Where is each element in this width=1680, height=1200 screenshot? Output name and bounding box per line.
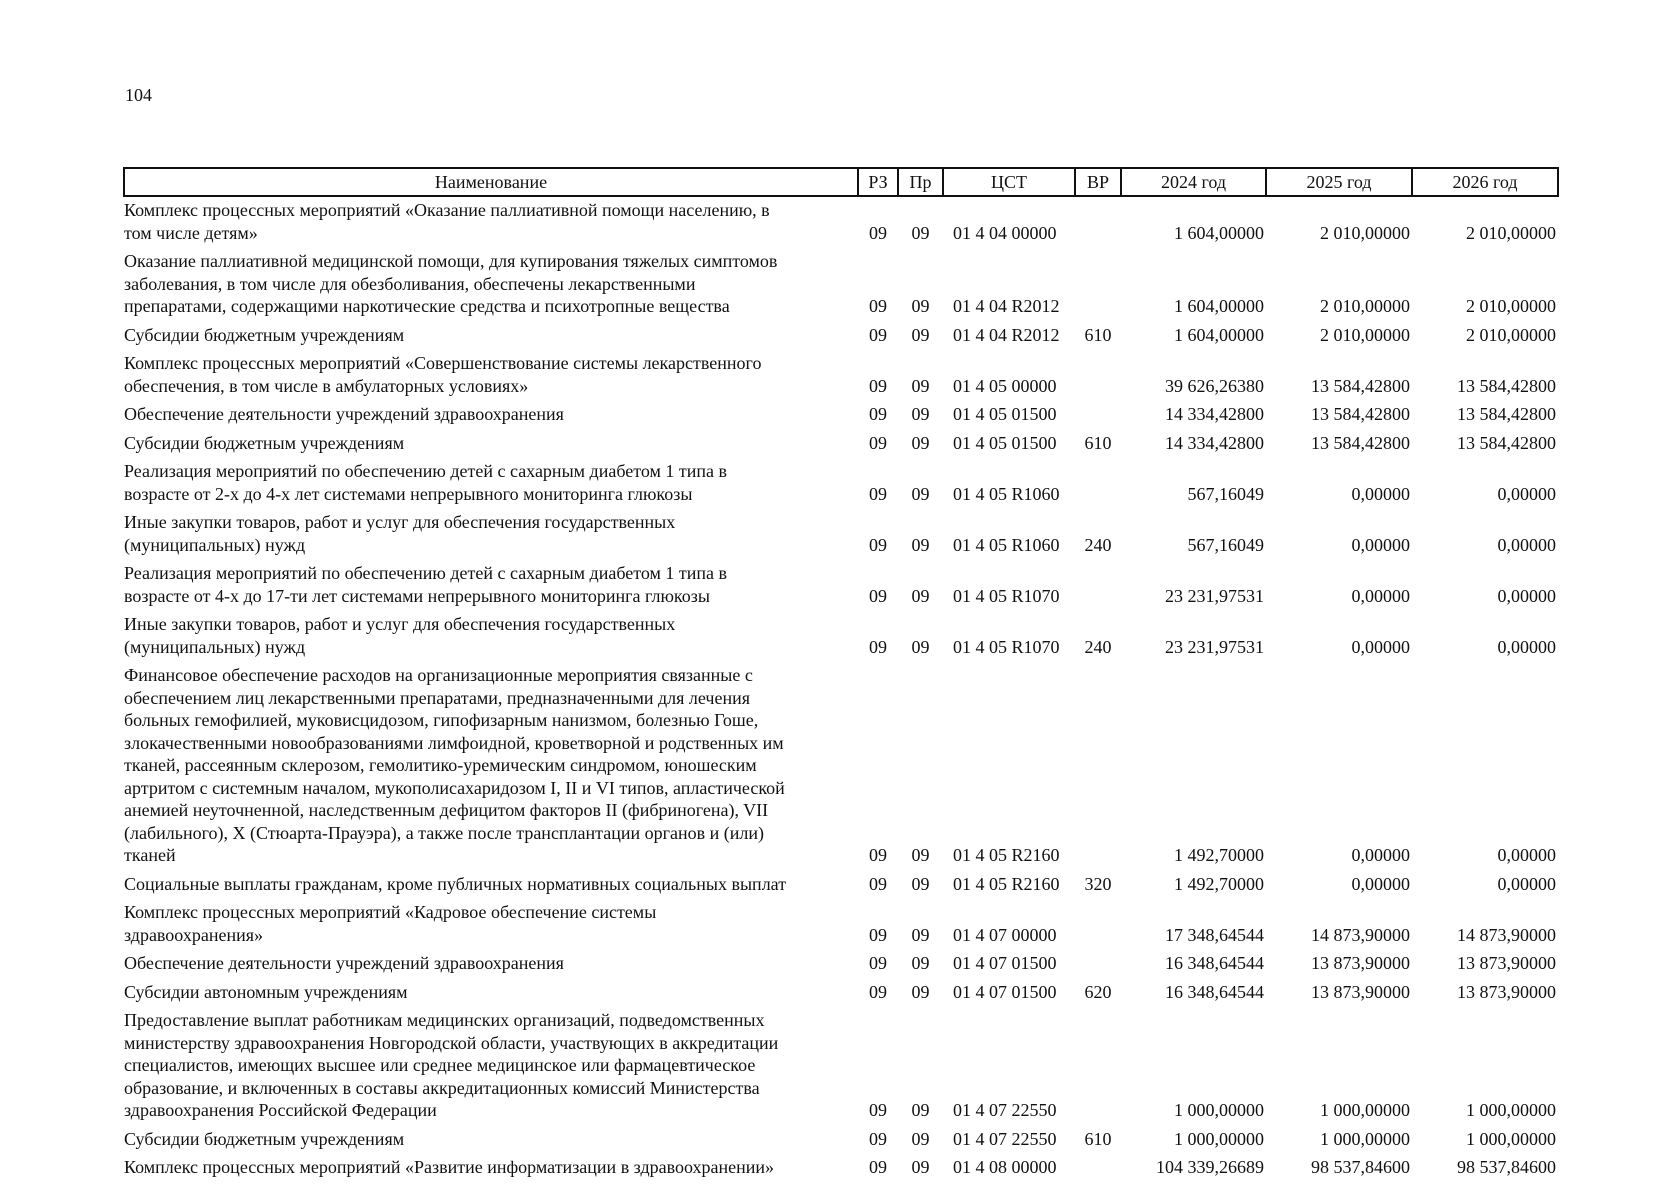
row-amount-2024: 567,16049 bbox=[1187, 534, 1264, 555]
row-name-line: Комплекс процессных мероприятий «Кадровое обеспечение системы bbox=[124, 902, 657, 922]
row-amount-2025: 2 010,00000 bbox=[1320, 296, 1410, 316]
table-row bbox=[124, 430, 1558, 459]
row-rz: 09 bbox=[869, 222, 887, 243]
row-name-line: анемией неуточненной, наследственным дефицитом факторов II (фибриногена), VII bbox=[124, 800, 769, 820]
row-vr bbox=[1075, 560, 1121, 611]
row-name bbox=[124, 979, 858, 1008]
row-name-line: препаратами, содержащими наркотические средства и психотропные вещества bbox=[124, 296, 730, 316]
row-amount-2026: 2 010,00000 bbox=[1466, 222, 1556, 243]
row-name-line: Реализация мероприятий по обеспечению детей с сахарным диабетом 1 типа в bbox=[124, 461, 728, 481]
row-amount-2024: 1 604,00000 bbox=[1174, 222, 1264, 243]
row-vr bbox=[1075, 1154, 1121, 1183]
row-pr: 09 bbox=[911, 873, 930, 894]
row-amount-2024: 1 000,00000 bbox=[1174, 1128, 1264, 1149]
row-name-line: Предоставление выплат работникам медицинских организаций, подведомственных bbox=[124, 1010, 765, 1030]
table-row bbox=[124, 1154, 1558, 1183]
row-amount-2026: 98 537,84600 bbox=[1457, 1157, 1556, 1177]
row-amount-2025: 14 873,90000 bbox=[1311, 924, 1410, 945]
row-name bbox=[124, 1126, 858, 1155]
row-pr: 09 bbox=[911, 1128, 930, 1149]
row-name-line: образование, и включенных в составы аккредитационных комиссий Министерства bbox=[124, 1077, 760, 1098]
row-pr: 09 bbox=[911, 585, 930, 606]
row-amount-2025: 0,00000 bbox=[1351, 873, 1410, 894]
row-name-line: специалистов, имеющих высшее или среднее медицинское или фармацевтическое bbox=[124, 1055, 756, 1075]
row-vr: 320 bbox=[1084, 873, 1112, 894]
row-cst: 01 4 05 R1070 bbox=[953, 585, 1060, 606]
row-amount-2024: 14 334,42800 bbox=[1165, 404, 1264, 424]
row-amount-2024: 1 492,70000 bbox=[1174, 845, 1264, 865]
row-cst: 01 4 07 01500 bbox=[953, 981, 1057, 1002]
row-pr: 09 bbox=[911, 222, 930, 243]
table-row bbox=[124, 458, 1558, 509]
row-amount-2024: 14 334,42800 bbox=[1165, 432, 1264, 453]
row-amount-2026: 1 000,00000 bbox=[1466, 1100, 1556, 1120]
row-name-line: возрасте от 4-х до 17-ти лет системами непрерывного мониторинга глюкозы bbox=[124, 585, 710, 606]
row-amount-2025: 0,00000 bbox=[1351, 585, 1410, 606]
row-cst: 01 4 05 R2160 bbox=[953, 873, 1060, 894]
row-vr: 620 bbox=[1084, 981, 1112, 1002]
row-rz: 09 bbox=[869, 534, 887, 555]
row-pr: 09 bbox=[911, 845, 930, 865]
row-vr: 240 bbox=[1084, 534, 1112, 555]
row-amount-2025: 0,00000 bbox=[1351, 483, 1410, 504]
row-amount-2025: 13 584,42800 bbox=[1311, 375, 1410, 396]
row-amount-2025: 13 584,42800 bbox=[1311, 404, 1410, 424]
row-name-line: заболевания, в том числе для обезболивания, обеспечены лекарственными bbox=[124, 273, 696, 294]
row-amount-2024: 104 339,26689 bbox=[1156, 1157, 1264, 1177]
table-row bbox=[124, 871, 1558, 900]
row-name-line: артритом с системным началом, мукополисахаридозом I, II и VI типов, апластической bbox=[124, 777, 785, 798]
row-cst: 01 4 04 R2012 bbox=[953, 296, 1060, 316]
row-amount-2025: 0,00000 bbox=[1351, 845, 1410, 865]
row-name-line: больных гемофилией, муковисцидозом, гипофизарным нанизмом, болезнью Гоше, bbox=[124, 710, 759, 730]
row-vr bbox=[1075, 196, 1121, 248]
row-pr: 09 bbox=[911, 534, 930, 555]
row-name bbox=[124, 509, 858, 560]
row-name bbox=[124, 430, 858, 459]
row-cst: 01 4 05 R1060 bbox=[953, 483, 1060, 504]
row-name-line: (муниципальных) нужд bbox=[124, 636, 306, 657]
row-rz: 09 bbox=[869, 432, 887, 453]
row-pr: 09 bbox=[911, 375, 930, 396]
row-vr bbox=[1075, 248, 1121, 322]
row-name-line: здравоохранения» bbox=[124, 924, 264, 945]
row-vr bbox=[1075, 899, 1121, 950]
row-amount-2025: 2 010,00000 bbox=[1320, 222, 1410, 243]
row-name-line: Комплекс процессных мероприятий «Оказание паллиативной помощи населению, в bbox=[124, 200, 770, 220]
row-name bbox=[124, 871, 858, 900]
table-header bbox=[124, 168, 1558, 196]
row-amount-2025: 13 584,42800 bbox=[1311, 432, 1410, 453]
row-name bbox=[124, 1007, 858, 1126]
row-cst: 01 4 07 22550 bbox=[953, 1128, 1057, 1149]
row-vr bbox=[1075, 1007, 1121, 1126]
row-rz: 09 bbox=[869, 636, 887, 657]
row-pr: 09 bbox=[911, 953, 930, 973]
row-cst: 01 4 07 22550 bbox=[953, 1100, 1057, 1120]
row-amount-2026: 13 873,90000 bbox=[1457, 953, 1556, 973]
table-row bbox=[124, 1126, 1558, 1155]
row-amount-2024: 1 604,00000 bbox=[1174, 324, 1264, 345]
row-amount-2026: 13 584,42800 bbox=[1457, 375, 1556, 396]
row-name-line: тканей, рассеянным склерозом, гемолитико-уремическим синдромом, юношеским bbox=[124, 755, 757, 775]
row-name-line: Субсидии бюджетным учреждениям bbox=[124, 432, 405, 453]
row-name bbox=[124, 401, 858, 430]
row-cst: 01 4 05 R2160 bbox=[953, 845, 1060, 865]
row-pr: 09 bbox=[911, 483, 930, 504]
row-amount-2024: 39 626,26380 bbox=[1165, 375, 1264, 396]
row-name-line: (лабильного), X (Стюарта-Прауэра), а также после трансплантации органов и (или) bbox=[124, 822, 765, 843]
row-name-line: тканей bbox=[124, 845, 176, 865]
row-rz: 09 bbox=[869, 845, 887, 865]
budget-table bbox=[123, 167, 1559, 1183]
row-amount-2025: 0,00000 bbox=[1351, 534, 1410, 555]
table-body bbox=[124, 196, 1558, 1183]
header-cst: ЦСТ bbox=[943, 168, 1075, 196]
row-pr: 09 bbox=[911, 636, 930, 657]
row-name-line: том числе детям» bbox=[124, 222, 258, 243]
row-amount-2026: 2 010,00000 bbox=[1466, 296, 1556, 316]
row-name bbox=[124, 1154, 858, 1183]
row-vr bbox=[1075, 458, 1121, 509]
row-rz: 09 bbox=[869, 953, 887, 973]
row-name-line: Субсидии автономным учреждениям bbox=[124, 981, 408, 1002]
row-amount-2025: 1 000,00000 bbox=[1320, 1128, 1410, 1149]
row-amount-2025: 1 000,00000 bbox=[1320, 1100, 1410, 1120]
row-pr: 09 bbox=[911, 404, 930, 424]
row-name bbox=[124, 248, 858, 322]
row-name bbox=[124, 950, 858, 979]
table-row bbox=[124, 950, 1558, 979]
row-amount-2025: 13 873,90000 bbox=[1311, 953, 1410, 973]
row-name-line: Иные закупки товаров, работ и услуг для обеспечения государственных bbox=[124, 512, 676, 532]
row-amount-2024: 23 231,97531 bbox=[1165, 636, 1264, 657]
table-row bbox=[124, 1007, 1558, 1126]
row-cst: 01 4 05 01500 bbox=[953, 404, 1057, 424]
table-row bbox=[124, 248, 1558, 322]
header-rz: РЗ bbox=[858, 168, 898, 196]
row-pr: 09 bbox=[911, 296, 930, 316]
row-amount-2026: 0,00000 bbox=[1497, 534, 1556, 555]
row-name-line: Субсидии бюджетным учреждениям bbox=[124, 324, 405, 345]
row-cst: 01 4 04 00000 bbox=[953, 222, 1057, 243]
row-amount-2024: 1 000,00000 bbox=[1174, 1100, 1264, 1120]
table-row bbox=[124, 899, 1558, 950]
row-rz: 09 bbox=[869, 924, 887, 945]
header-name: Наименование bbox=[124, 168, 858, 196]
row-name-line: возрасте от 2-х до 4-х лет системами непрерывного мониторинга глюкозы bbox=[124, 483, 693, 504]
table-row bbox=[124, 662, 1558, 871]
row-vr: 610 bbox=[1084, 1128, 1112, 1149]
row-amount-2026: 13 873,90000 bbox=[1457, 981, 1556, 1002]
row-name-line: (муниципальных) нужд bbox=[124, 534, 306, 555]
table-row bbox=[124, 611, 1558, 662]
row-name-line: здравоохранения Российской Федерации bbox=[124, 1100, 437, 1120]
row-amount-2024: 17 348,64544 bbox=[1165, 924, 1264, 945]
row-cst: 01 4 05 00000 bbox=[953, 375, 1057, 396]
table-row bbox=[124, 322, 1558, 351]
row-amount-2024: 1 492,70000 bbox=[1174, 873, 1264, 894]
row-amount-2026: 1 000,00000 bbox=[1466, 1128, 1556, 1149]
row-cst: 01 4 07 00000 bbox=[953, 924, 1057, 945]
row-amount-2026: 2 010,00000 bbox=[1466, 324, 1556, 345]
row-name-line: Финансовое обеспечение расходов на организационные мероприятия связанные с bbox=[124, 665, 753, 685]
row-amount-2024: 23 231,97531 bbox=[1165, 585, 1264, 606]
row-rz: 09 bbox=[869, 324, 887, 345]
row-vr bbox=[1075, 401, 1121, 430]
row-name-line: Обеспечение деятельности учреждений здравоохранения bbox=[124, 404, 564, 424]
row-name-line: министерству здравоохранения Новгородской области, участвующих в аккредитации bbox=[124, 1032, 779, 1053]
header-vr: ВР bbox=[1075, 168, 1121, 196]
row-amount-2025: 13 873,90000 bbox=[1311, 981, 1410, 1002]
row-name-line: Обеспечение деятельности учреждений здравоохранения bbox=[124, 953, 564, 973]
row-pr: 09 bbox=[911, 981, 930, 1002]
row-pr: 09 bbox=[911, 1157, 930, 1177]
row-name-line: Комплекс процессных мероприятий «Развитие информатизации в здравоохранении» bbox=[124, 1157, 775, 1177]
row-rz: 09 bbox=[869, 873, 887, 894]
row-name-line: Комплекс процессных мероприятий «Совершенствование системы лекарственного bbox=[124, 353, 762, 373]
table-row bbox=[124, 509, 1558, 560]
row-amount-2026: 0,00000 bbox=[1497, 636, 1556, 657]
row-vr: 240 bbox=[1084, 636, 1112, 657]
row-rz: 09 bbox=[869, 404, 887, 424]
table-row bbox=[124, 401, 1558, 430]
row-amount-2026: 0,00000 bbox=[1497, 873, 1556, 894]
row-amount-2024: 16 348,64544 bbox=[1165, 981, 1264, 1002]
row-pr: 09 bbox=[911, 432, 930, 453]
row-amount-2026: 14 873,90000 bbox=[1457, 924, 1556, 945]
row-amount-2026: 0,00000 bbox=[1497, 585, 1556, 606]
row-amount-2026: 13 584,42800 bbox=[1457, 404, 1556, 424]
row-name-line: обеспечения, в том числе в амбулаторных условиях» bbox=[124, 375, 529, 396]
row-rz: 09 bbox=[869, 483, 887, 504]
row-amount-2026: 13 584,42800 bbox=[1457, 432, 1556, 453]
row-name-line: Субсидии бюджетным учреждениям bbox=[124, 1128, 405, 1149]
row-vr: 610 bbox=[1084, 432, 1112, 453]
row-rz: 09 bbox=[869, 296, 887, 316]
table-row bbox=[124, 560, 1558, 611]
row-name-line: Иные закупки товаров, работ и услуг для обеспечения государственных bbox=[124, 614, 676, 634]
row-amount-2025: 98 537,84600 bbox=[1311, 1157, 1410, 1177]
row-vr bbox=[1075, 950, 1121, 979]
header-pr: Пр bbox=[898, 168, 943, 196]
row-cst: 01 4 05 R1070 bbox=[953, 636, 1060, 657]
row-rz: 09 bbox=[869, 1128, 887, 1149]
row-name bbox=[124, 322, 858, 351]
row-amount-2025: 0,00000 bbox=[1351, 636, 1410, 657]
row-cst: 01 4 05 R1060 bbox=[953, 534, 1060, 555]
header-year-2024: 2024 год bbox=[1121, 168, 1266, 196]
row-cst: 01 4 07 01500 bbox=[953, 953, 1057, 973]
row-name bbox=[124, 196, 858, 248]
table-row bbox=[124, 979, 1558, 1008]
row-pr: 09 bbox=[911, 924, 930, 945]
row-name-line: Реализация мероприятий по обеспечению детей с сахарным диабетом 1 типа в bbox=[124, 563, 728, 583]
row-name bbox=[124, 662, 858, 871]
row-name bbox=[124, 611, 858, 662]
table-row bbox=[124, 350, 1558, 401]
row-pr: 09 bbox=[911, 324, 930, 345]
row-amount-2024: 16 348,64544 bbox=[1165, 953, 1264, 973]
page-number: 104 bbox=[125, 85, 152, 105]
row-name bbox=[124, 350, 858, 401]
row-name bbox=[124, 899, 858, 950]
row-name bbox=[124, 458, 858, 509]
row-vr bbox=[1075, 350, 1121, 401]
row-amount-2024: 1 604,00000 bbox=[1174, 296, 1264, 316]
row-amount-2024: 567,16049 bbox=[1187, 483, 1264, 504]
row-amount-2025: 2 010,00000 bbox=[1320, 324, 1410, 345]
row-amount-2026: 0,00000 bbox=[1497, 483, 1556, 504]
row-name-line: Оказание паллиативной медицинской помощи, для купирования тяжелых симптомов bbox=[124, 251, 778, 271]
row-amount-2026: 0,00000 bbox=[1497, 845, 1556, 865]
row-rz: 09 bbox=[869, 375, 887, 396]
header-year-2025: 2025 год bbox=[1266, 168, 1412, 196]
row-name-line: Социальные выплаты гражданам, кроме публичных нормативных социальных выплат bbox=[124, 873, 787, 894]
row-name-line: обеспечением лиц лекарственными препаратами, предназначенными для лечения bbox=[124, 687, 751, 708]
row-name bbox=[124, 560, 858, 611]
budget-table-container bbox=[123, 167, 1557, 1183]
row-rz: 09 bbox=[869, 585, 887, 606]
header-row bbox=[124, 168, 1558, 196]
row-rz: 09 bbox=[869, 1100, 887, 1120]
row-rz: 09 bbox=[869, 1157, 887, 1177]
row-rz: 09 bbox=[869, 981, 887, 1002]
row-vr bbox=[1075, 662, 1121, 871]
row-vr: 610 bbox=[1084, 324, 1112, 345]
row-name-line: злокачественными новообразованиями лимфоидной, кроветворной и родственных им bbox=[124, 732, 784, 753]
header-year-2026: 2026 год bbox=[1412, 168, 1558, 196]
row-pr: 09 bbox=[911, 1100, 930, 1120]
table-row bbox=[124, 196, 1558, 248]
row-cst: 01 4 04 R2012 bbox=[953, 324, 1060, 345]
row-cst: 01 4 05 01500 bbox=[953, 432, 1057, 453]
row-cst: 01 4 08 00000 bbox=[953, 1157, 1057, 1177]
